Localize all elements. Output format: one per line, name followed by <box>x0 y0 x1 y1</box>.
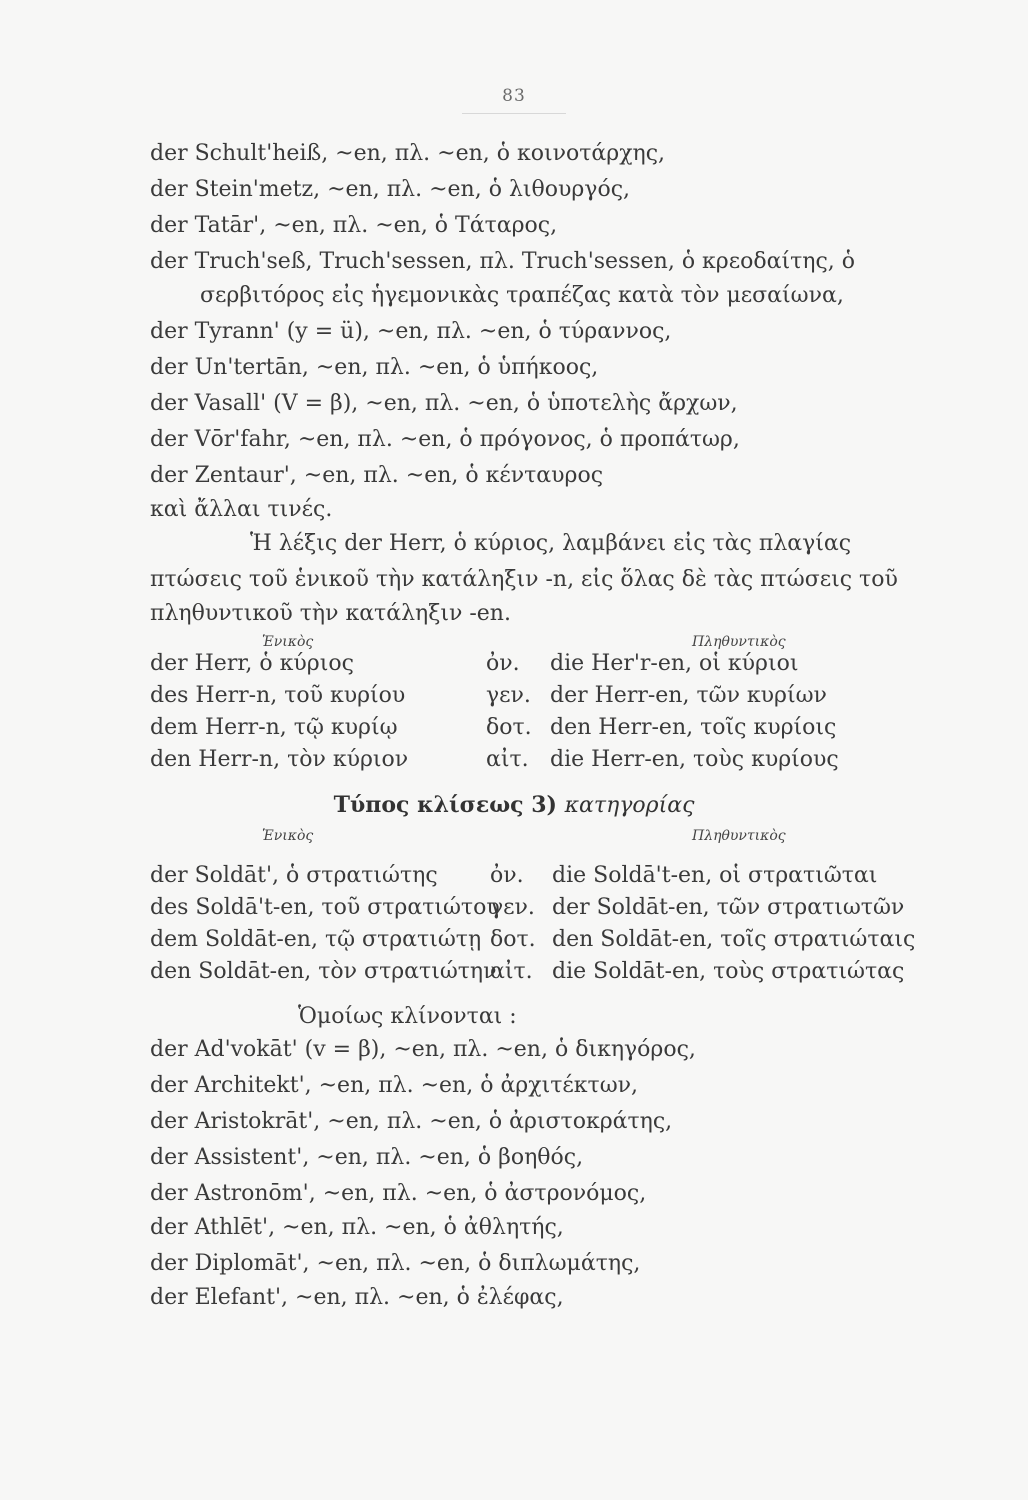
plural-form: die Herr-en, τοὺς κυρίους <box>550 747 839 772</box>
list-item: der Vasall' (V = β), ~en, πλ. ~en, ὁ ὑποτελὴς ἄρχων, <box>150 391 738 416</box>
case-label: δοτ. <box>490 927 536 952</box>
plural-heading: Πληθυντικὸς <box>692 828 786 844</box>
case-label: δοτ. <box>486 715 532 740</box>
plural-form: den Soldāt-en, τοῖς στρατιώταις <box>552 927 916 952</box>
plural-form: der Herr-en, τῶν κυρίων <box>550 683 827 708</box>
case-label: γεν. <box>486 683 531 708</box>
section-title <box>0 792 1028 818</box>
singular-form: der Soldāt', ὁ στρατιώτης <box>150 863 438 888</box>
list-item-continuation: σερβιτόρος εἰς ἡγεμονικὰς τραπέζας κατὰ τὸν μεσαίωνα, <box>200 283 844 308</box>
paragraph-line: πληθυντικοῦ τὴν κατάληξιν -en. <box>150 601 511 626</box>
case-label: αἰτ. <box>486 747 529 772</box>
singular-form: dem Soldāt-en, τῷ στρατιώτῃ <box>150 927 482 952</box>
case-label: γεν. <box>490 895 535 920</box>
singular-form: den Herr-n, τὸν κύριον <box>150 747 409 772</box>
list-item: der Assistent', ~en, πλ. ~en, ὁ βοηθός, <box>150 1145 584 1170</box>
list-item: der Elefant', ~en, πλ. ~en, ὁ ἐλέφας, <box>150 1285 564 1310</box>
section-title-suffix: κατηγορίας <box>564 793 695 818</box>
list-item: der Aristokrāt', ~en, πλ. ~en, ὁ ἀριστοκράτης, <box>150 1109 673 1134</box>
plural-form: den Herr-en, τοῖς κυρίοις <box>550 715 837 740</box>
similar-declension-heading: Ὁμοίως κλίνονται : <box>298 1004 517 1029</box>
singular-form: des Herr-n, τοῦ κυρίου <box>150 683 406 708</box>
list-item: der Zentaur', ~en, πλ. ~en, ὁ κένταυρος <box>150 463 604 488</box>
case-label: ὀν. <box>486 651 520 676</box>
singular-heading: Ἑνικὸς <box>262 634 314 650</box>
singular-form: den Soldāt-en, τὸν στρατιώτην <box>150 959 497 984</box>
list-item: der Stein'metz, ~en, πλ. ~en, ὁ λιθουργός, <box>150 177 631 202</box>
list-item: der Tatār', ~en, πλ. ~en, ὁ Τάταρος, <box>150 213 558 238</box>
singular-form: des Soldā't-en, τοῦ στρατιώτου <box>150 895 500 920</box>
case-label: αἰτ. <box>490 959 533 984</box>
list-closing: καὶ ἄλλαι τινές. <box>150 497 333 522</box>
list-item: der Ad'vokāt' (v = β), ~en, πλ. ~en, ὁ δικηγόρος, <box>150 1037 696 1062</box>
singular-heading: Ἑνικὸς <box>262 828 314 844</box>
list-item: der Architekt', ~en, πλ. ~en, ὁ ἀρχιτέκτων, <box>150 1073 638 1098</box>
list-item: der Athlēt', ~en, πλ. ~en, ὁ ἀθλητής, <box>150 1215 564 1240</box>
plural-form: die Her'r-en, οἱ κύριοι <box>550 651 799 676</box>
list-item: der Tyrann' (y = ü), ~en, πλ. ~en, ὁ τύραννος, <box>150 319 672 344</box>
plural-form: der Soldāt-en, τῶν στρατιωτῶν <box>552 895 905 920</box>
singular-form: dem Herr-n, τῷ κυρίῳ <box>150 715 398 740</box>
plural-form: die Soldāt-en, τοὺς στρατιώτας <box>552 959 905 984</box>
list-item: der Vōr'fahr, ~en, πλ. ~en, ὁ πρόγονος, ὁ προπάτωρ, <box>150 427 740 452</box>
paragraph-line: Ἡ λέξις der Herr, ὁ κύριος, λαμβάνει εἰς τὰς πλαγίας <box>250 531 852 556</box>
list-item: der Truch'seß, Truch'sessen, πλ. Truch'sessen, ὁ κρεοδαίτης, ὁ <box>150 249 856 274</box>
section-title-prefix: Τύπος κλίσεως 3) <box>333 792 557 818</box>
page-number: 83 <box>502 86 526 106</box>
plural-form: die Soldā't-en, οἱ στρατιῶται <box>552 863 878 888</box>
case-label: ὀν. <box>490 863 524 888</box>
list-item: der Schult'heiß, ~en, πλ. ~en, ὁ κοινοτάρχης, <box>150 141 666 166</box>
singular-form: der Herr, ὁ κύριος <box>150 651 354 676</box>
plural-heading: Πληθυντικὸς <box>692 634 786 650</box>
list-item: der Astronōm', ~en, πλ. ~en, ὁ ἀστρονόμος, <box>150 1181 647 1206</box>
page-number-rule <box>462 113 566 114</box>
paragraph-line: πτώσεις τοῦ ἑνικοῦ τὴν κατάληξιν -n, εἰς ὅλας δὲ τὰς πτώσεις τοῦ <box>150 567 898 592</box>
list-item: der Un'tertān, ~en, πλ. ~en, ὁ ὑπήκοος, <box>150 355 599 380</box>
list-item: der Diplomāt', ~en, πλ. ~en, ὁ διπλωμάτης, <box>150 1251 641 1276</box>
